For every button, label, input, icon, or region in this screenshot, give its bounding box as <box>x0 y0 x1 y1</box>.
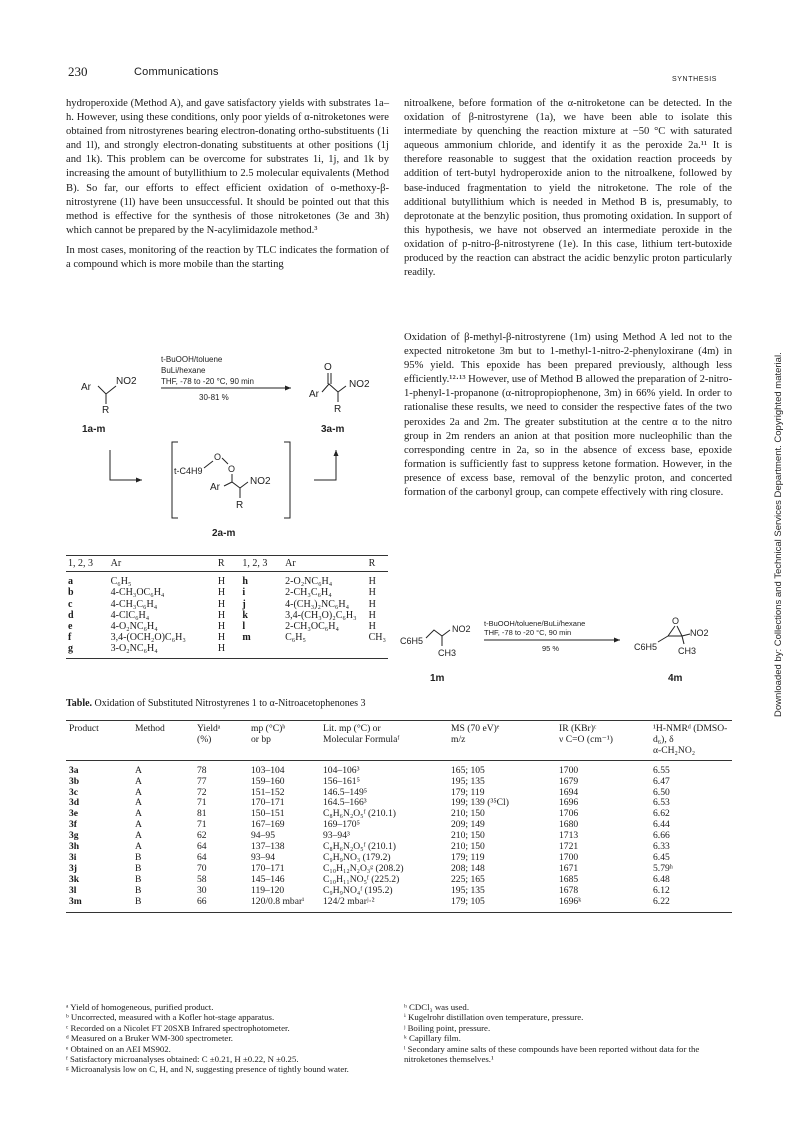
table-cell: 210; 150 <box>451 808 485 820</box>
table-cell: A <box>135 775 142 787</box>
table-cell: 6.22 <box>650 897 732 912</box>
footnotes-left <box>66 1002 396 1075</box>
table-cell: 164.5–166³ <box>323 797 367 809</box>
table-cell: 179; 119 <box>451 786 485 798</box>
header-line: Molecular Formulaᶠ <box>323 733 400 745</box>
table-row <box>66 820 732 831</box>
table-cell: A <box>135 797 142 809</box>
table-cell: H <box>368 609 376 621</box>
table-cell: b <box>68 587 74 599</box>
table-row <box>66 897 732 912</box>
r-label: R <box>102 405 110 416</box>
table-cell: B <box>132 897 194 912</box>
right-column-text-2 <box>404 331 732 506</box>
table-cell: 151–152 <box>251 786 285 798</box>
table-row <box>66 831 732 842</box>
header-line: or bp <box>251 733 271 745</box>
table-cell: 3e <box>69 808 79 820</box>
table-cell: 3d <box>69 797 80 809</box>
table-cell: 3f <box>69 819 77 831</box>
table-cell: 165; 105 <box>451 764 485 776</box>
table-cell: 2-CH₃C₆H₄ <box>285 587 332 599</box>
footnote: ᵃ Yield of homogeneous, purified product. <box>66 1002 214 1012</box>
table-cell: C₆H₅ <box>285 632 307 644</box>
nitro-label: NO2 <box>116 376 137 387</box>
table-cell: 6.44 <box>653 819 670 831</box>
table-cell: 1706 <box>559 808 579 820</box>
table-cell: C₉H₉NO₄ᶠ (195.2) <box>323 884 393 896</box>
footnote: ᶜ Recorded on a Nicolet FT 20SXB Infrared spectrophotometer. <box>66 1022 290 1033</box>
column-header <box>650 721 732 761</box>
phenyl-label: C6H5 <box>400 636 424 646</box>
table-cell: 62 <box>197 830 207 842</box>
table-cell: 156–161⁵ <box>323 775 360 787</box>
table-cell: 71 <box>197 797 207 809</box>
table-cell: 6.55 <box>653 764 670 776</box>
table-cell: 94–95 <box>251 830 275 842</box>
reaction-scheme-2 <box>396 606 732 686</box>
table-cell: 3g <box>69 830 79 842</box>
table-cell: C₈H₆N₂O₅ᶠ (210.1) <box>323 808 396 820</box>
table-cell: k <box>242 609 248 621</box>
table-cell: 93–94³ <box>323 830 350 842</box>
table-cell: CH₃ <box>368 632 386 644</box>
table-cell: H <box>217 587 226 599</box>
table-cell: 2-CH₃OC₆H₄ <box>285 621 339 633</box>
table-cell: 137–138 <box>251 841 285 853</box>
caption-label: Table. <box>66 698 93 709</box>
table-cell: 1713 <box>559 830 579 842</box>
table-cell: H <box>217 621 226 633</box>
table-cell: H <box>217 576 226 588</box>
table-cell: 1721 <box>559 841 579 853</box>
table-cell <box>240 643 283 658</box>
table-cell: 159–160 <box>251 775 285 787</box>
table-cell: 179; 119 <box>451 851 485 863</box>
table-cell: 3m <box>66 897 132 912</box>
table-cell: 1694 <box>559 786 579 798</box>
ar-label: Ar <box>210 482 220 493</box>
methyl-label: CH3 <box>438 648 457 658</box>
header-line: Method <box>135 723 165 734</box>
table-cell: C₈H₆N₂O₅ᶠ (210.1) <box>323 841 396 853</box>
table-cell: 3c <box>69 786 79 798</box>
table-cell: 170–171 <box>251 862 285 874</box>
table-cell: 6.66 <box>653 830 670 842</box>
table-row <box>66 864 732 875</box>
table-cell: B <box>135 851 142 863</box>
table-row <box>66 760 732 776</box>
table-cell: 3j <box>69 862 77 874</box>
table-cell: 6.33 <box>653 841 670 853</box>
right-column-text <box>404 97 732 286</box>
r-label: R <box>334 404 342 415</box>
table-cell: 1700 <box>559 764 579 776</box>
table-cell: 145–146 <box>251 873 285 885</box>
compound-label: 1a-m <box>82 424 106 435</box>
table-row <box>66 777 732 788</box>
table-row <box>66 632 388 643</box>
table-cell: l <box>242 621 246 633</box>
table-row <box>66 621 388 632</box>
header-line: (%) <box>197 733 212 745</box>
table-cell: 1680 <box>559 819 579 831</box>
table-cell: 5.79ʰ <box>653 862 673 874</box>
table-cell: 209; 149 <box>451 819 485 831</box>
table-cell: 72 <box>197 786 207 798</box>
footnote: ᵇ Uncorrected, measured with a Kofler hot-stage apparatus. <box>66 1012 275 1023</box>
yield-range: 30-81 % <box>199 393 229 402</box>
table-cell: 3b <box>69 775 80 787</box>
table-cell: e <box>68 621 73 633</box>
header-line: Lit. mp (°C) or <box>323 723 381 734</box>
table-cell: 3-O₂NC₆H₄ <box>109 643 216 658</box>
table-row <box>66 599 388 610</box>
footnote: ˡ Secondary amine salts of these compounds have been reported without data for the nitroketones themselves.¹ <box>404 1043 700 1065</box>
compound-label: 3a-m <box>321 424 345 435</box>
table-cell: 150–151 <box>251 808 285 820</box>
footnote: ᵉ Obtained on an AEI MS902. <box>66 1043 171 1054</box>
table-cell: 104–106³ <box>323 764 360 776</box>
table-caption <box>66 698 366 709</box>
table-row <box>66 809 732 820</box>
table-cell: 4-CH₃OC₆H₄ <box>110 587 165 599</box>
table-cell: 120/0.8 mbarⁱ <box>248 897 320 912</box>
header-line: ¹H-NMRᵈ (DMSO-d₆), δ <box>653 723 728 745</box>
column-header <box>194 721 248 761</box>
table-cell: 64 <box>197 841 207 853</box>
table-cell: 170–171 <box>251 797 285 809</box>
table-cell: 6.45 <box>653 851 670 863</box>
table-cell: 1678 <box>559 884 579 896</box>
table-cell: 1696ᵏ <box>556 897 650 912</box>
header-line: MS (70 eV)ᵉ <box>451 723 500 734</box>
header-line: mp (°C)ᵇ <box>251 723 286 734</box>
table-cell: A <box>135 764 142 776</box>
table-cell: 3h <box>69 841 80 853</box>
table-cell: 3i <box>69 851 77 863</box>
ar-label: Ar <box>309 389 319 400</box>
footnotes-right <box>404 1002 732 1064</box>
table-cell: 4-(CH₃)₂NC₆H₄ <box>285 598 350 610</box>
table-cell: 146.5–149⁵ <box>323 786 368 798</box>
table-row <box>66 643 388 658</box>
table-cell: H <box>216 643 241 658</box>
tbu-group-label: t-C4H9 <box>174 466 203 476</box>
table-cell: A <box>135 786 142 798</box>
table-cell: H <box>217 632 226 644</box>
table-row <box>66 798 732 809</box>
footnote: ⁱ Kugelrohr distillation oven temperature, pressure. <box>404 1012 584 1023</box>
column-header <box>66 721 132 761</box>
column-header <box>320 721 448 761</box>
footnote: ᵈ Measured on a Bruker WM-300 spectrometer. <box>66 1033 233 1044</box>
table-cell: 3,4-(CH₃O)₂C₆H₃ <box>285 609 357 621</box>
table-cell: 6.12 <box>653 884 670 896</box>
reagent-text: BuLi/hexane <box>161 366 206 375</box>
table-cell: 169–170⁵ <box>323 819 360 831</box>
table-cell: 210; 150 <box>451 841 485 853</box>
table-row <box>66 610 388 621</box>
table-cell: 167–169 <box>251 819 285 831</box>
reaction-scheme-1 <box>66 352 390 548</box>
table-row <box>66 875 732 886</box>
table-cell: 124/2 mbarʲ·² <box>320 897 448 912</box>
oxygen-label: O <box>214 452 222 462</box>
journal-name: SYNTHESIS <box>672 76 718 83</box>
table-cell: 6.47 <box>653 775 670 787</box>
nitro-label: NO2 <box>349 379 370 390</box>
table-cell: 70 <box>197 862 207 874</box>
r-label: R <box>236 500 244 511</box>
paragraph: Oxidation of β-methyl-β-nitrostyrene (1m) using Method A led not to the expected nitroketone 3m but to 1-methyl-1-nitro-2-phenyloxirane (4m) in 95% yield. This epoxide has been prepared previously, although less efficiently.¹²·¹³ However, use of Method B allowed the preparation of 2-nitro-1-phenyl-1-propanone (α-nitropropiophenone, 3m) in 66% yield. In order to rationalise these results, we need to consider the respective fates of the two peroxides 2a and 2m. The greater substitution at the centre α to the nitro group in 2m renders an anion at that position more nucleophilic than the corresponding centre in 2a, so in the absence of excess base, epoxide formation is sufficiently fast to suppress ketone formation. However, in the presence of excess base, removal of the benzylic proton, and concerted formation of the carbonyl group, can compete effectively with ring closure. <box>404 332 732 499</box>
reagent-text: t-BuOOH/toluene <box>161 355 223 364</box>
table-cell: 1700 <box>559 851 579 863</box>
compound-label: 4m <box>668 673 683 684</box>
phenyl-label: C6H5 <box>634 642 658 652</box>
table-cell: 58 <box>197 873 207 885</box>
table-cell: h <box>242 576 248 588</box>
table-cell: 4-ClC₆H₄ <box>110 609 150 621</box>
table-cell: 1679 <box>559 775 579 787</box>
table-cell: 6.53 <box>653 797 670 809</box>
table-cell: 179; 105 <box>448 897 556 912</box>
table-cell: 6.48 <box>653 873 670 885</box>
table-cell: g <box>66 643 109 658</box>
table-cell: H <box>217 609 226 621</box>
table-cell: 195; 135 <box>451 884 485 896</box>
table-cell: B <box>135 884 142 896</box>
footnote: ʰ CDCl₃ was used. <box>404 1002 470 1012</box>
table-cell: 64 <box>197 851 207 863</box>
table-cell: 30 <box>197 884 207 896</box>
table-cell: 195; 135 <box>451 775 485 787</box>
yield-text: 95 % <box>542 644 560 653</box>
header-line: IR (KBr)ᶜ <box>559 723 597 734</box>
compound-label: 1m <box>430 673 445 684</box>
header-line: α-CH₂NO₂ <box>653 744 696 756</box>
table-cell: 208; 148 <box>451 862 485 874</box>
table-cell: C₉H₉NO₃ (179.2) <box>323 851 391 863</box>
table-cell: 3a <box>69 764 79 776</box>
table-row <box>66 572 388 588</box>
download-watermark <box>769 352 789 725</box>
table-cell: 3l <box>69 884 77 896</box>
table-cell: C₁₀H₁₂N₂O₃ᵍ (208.2) <box>323 862 404 874</box>
table-cell: B <box>135 873 142 885</box>
column-header: R <box>216 556 241 572</box>
footnote: ᵏ Capillary film. <box>404 1033 461 1044</box>
table-cell: 4-O₂NC₆H₄ <box>110 621 158 633</box>
reagent-text: THF, -78 to -20 °C, 90 min <box>484 628 572 637</box>
nitro-label: NO2 <box>690 628 709 638</box>
table-cell: H <box>368 587 376 599</box>
left-column-text <box>66 97 389 278</box>
paragraph: In most cases, monitoring of the reaction by TLC indicates the formation of a compound which is more mobile than the starting <box>66 244 389 271</box>
watermark-text: Downloaded by: Collections and Technical Services Department. Copyrighted material. <box>773 352 784 717</box>
table-cell: 78 <box>197 764 207 776</box>
header-line: Product <box>69 723 99 734</box>
table-cell <box>283 643 366 658</box>
oxygen-label: O <box>228 464 236 474</box>
table-cell: f <box>68 632 72 644</box>
column-header: R <box>367 556 388 572</box>
table-cell: 225; 165 <box>451 873 485 885</box>
table-cell: 199; 139 (³⁵Cl) <box>451 797 509 809</box>
table-cell: C₆H₅ <box>110 576 132 588</box>
table-cell: m <box>242 632 251 644</box>
reagent-text: t-BuOOH/toluene/BuLi/hexane <box>484 619 586 628</box>
table-cell: a <box>68 576 73 588</box>
compound-label: 2a-m <box>212 528 236 539</box>
table-row <box>66 886 732 897</box>
table-row <box>66 587 388 598</box>
table-cell: B <box>135 862 142 874</box>
table-cell: d <box>68 609 74 621</box>
table-cell: A <box>135 808 142 820</box>
table-cell: 1685 <box>559 873 579 885</box>
table-cell: C₁₀H₁₁NO₅ᶠ (225.2) <box>323 873 400 885</box>
column-header <box>448 721 556 761</box>
page-number: 230 <box>68 64 88 79</box>
oxygen-label: O <box>324 362 332 373</box>
table-cell <box>367 643 388 658</box>
table-cell: 77 <box>197 775 207 787</box>
table-cell: j <box>242 598 246 610</box>
table-cell: 3k <box>69 873 80 885</box>
nitro-label: NO2 <box>452 624 471 634</box>
table-cell: H <box>217 598 226 610</box>
table-cell: 6.50 <box>653 786 670 798</box>
table-cell: c <box>68 598 73 610</box>
results-table <box>66 720 732 913</box>
column-header: Ar <box>109 556 216 572</box>
table-cell: A <box>135 830 142 842</box>
reagent-text: THF, -78 to -20 °C, 90 min <box>161 377 255 386</box>
header-line: m/z <box>451 733 466 745</box>
substituent-table <box>66 555 388 659</box>
table-cell: H <box>368 576 376 588</box>
footnote: ᵍ Microanalysis low on C, H, and N, suggesting presence of tightly bound water. <box>66 1064 349 1075</box>
header-line: Yieldᵃ <box>197 723 221 734</box>
table-row <box>66 788 732 799</box>
paragraph: nitroalkene, before formation of the α-nitroketone can be detected. In the oxidation of β-nitrostyrene (1a), we have been able to isolate this intermediate by quenching the reaction mixture at −50 °C with saturated aqueous ammonium chloride, and identify it as the peroxide 2a.¹¹ It is therefore reasonable to suggest that the oxidation reaction proceeds by addition of tert-butyl hydroperoxide anion to the nitroalkene, followed by base-induced fragmentation to yield the nitroketone. The role of the additional butyllithium which is needed in Method B is, presumably, to deprotonate at the benzylic position, thus promoting oxidation. In support of this hypothesis, we have not observed an intermediate peroxide in the oxidation of p-nitro-β-nitrostyrene (1e). In this case, lithium tert-butoxide produced by the reaction can abstract the acidic benzylic proton particularly readily. <box>404 98 732 279</box>
table-cell: i <box>242 587 246 599</box>
ar-label: Ar <box>81 382 91 393</box>
column-header <box>248 721 320 761</box>
footnote: ʲ Boiling point, pressure. <box>404 1022 491 1033</box>
table-cell: A <box>135 819 142 831</box>
table-cell: 2-O₂NC₆H₄ <box>285 576 333 588</box>
table-cell: 1671 <box>559 862 579 874</box>
header-line: ν C=O (cm⁻¹) <box>559 733 613 745</box>
header-line <box>135 735 191 746</box>
table-cell: 119–120 <box>251 884 285 896</box>
section-title: Communications <box>134 66 219 78</box>
table-cell: 103–104 <box>251 764 285 776</box>
column-header: Ar <box>283 556 366 572</box>
paragraph: hydroperoxide (Method A), and gave satisfactory yields with substrates 1a–h. However, using these conditions, only poor yields of α-nitroketones were obtained from nitrostyrenes bearing electron-donating ortho-substituents (1i and 1l), and strongly electron-donating substituents at other positions (1j and 1k). This problem can be overcome for substrates 1i, 1j, and 1k by increasing the amount of butyllithium to 2.5 molecular equivalents (Method B). So far, our efforts to effect efficient oxidation of o-methoxy-β-nitrostyrene (1l) have been unsuccessful. It should be pointed out that this method is effective for the synthesis of those nitroketones (3e and 3h) which cannot be prepared by the N-acylimidazole method.³ <box>66 98 389 236</box>
table-cell: 93–94 <box>251 851 275 863</box>
methyl-label: CH3 <box>678 646 697 656</box>
table-cell: 71 <box>197 819 207 831</box>
header-line <box>69 735 129 746</box>
table-cell: H <box>368 621 376 633</box>
table-cell: 81 <box>197 808 207 820</box>
table-cell: 6.62 <box>653 808 670 820</box>
table-row <box>66 842 732 853</box>
caption-text: Oxidation of Substituted Nitrostyrenes 1 to α-Nitroacetophenones 3 <box>92 698 366 709</box>
table-cell: A <box>135 841 142 853</box>
oxygen-label: O <box>672 616 680 626</box>
nitro-label: NO2 <box>250 476 271 487</box>
column-header: 1, 2, 3 <box>240 556 283 572</box>
table-cell: 4-CH₃C₆H₄ <box>110 598 158 610</box>
table-cell: H <box>368 598 376 610</box>
column-header <box>556 721 650 761</box>
table-cell: 66 <box>194 897 248 912</box>
table-cell: 3,4-(OCH₂O)C₆H₃ <box>110 632 186 644</box>
table-cell: 1696 <box>559 797 579 809</box>
table-cell: 210; 150 <box>451 830 485 842</box>
footnote: ᶠ Satisfactory microanalyses obtained: C ±0.21, H ±0.22, N ±0.25. <box>66 1054 299 1065</box>
column-header: 1, 2, 3 <box>66 556 109 572</box>
column-header <box>132 721 194 761</box>
